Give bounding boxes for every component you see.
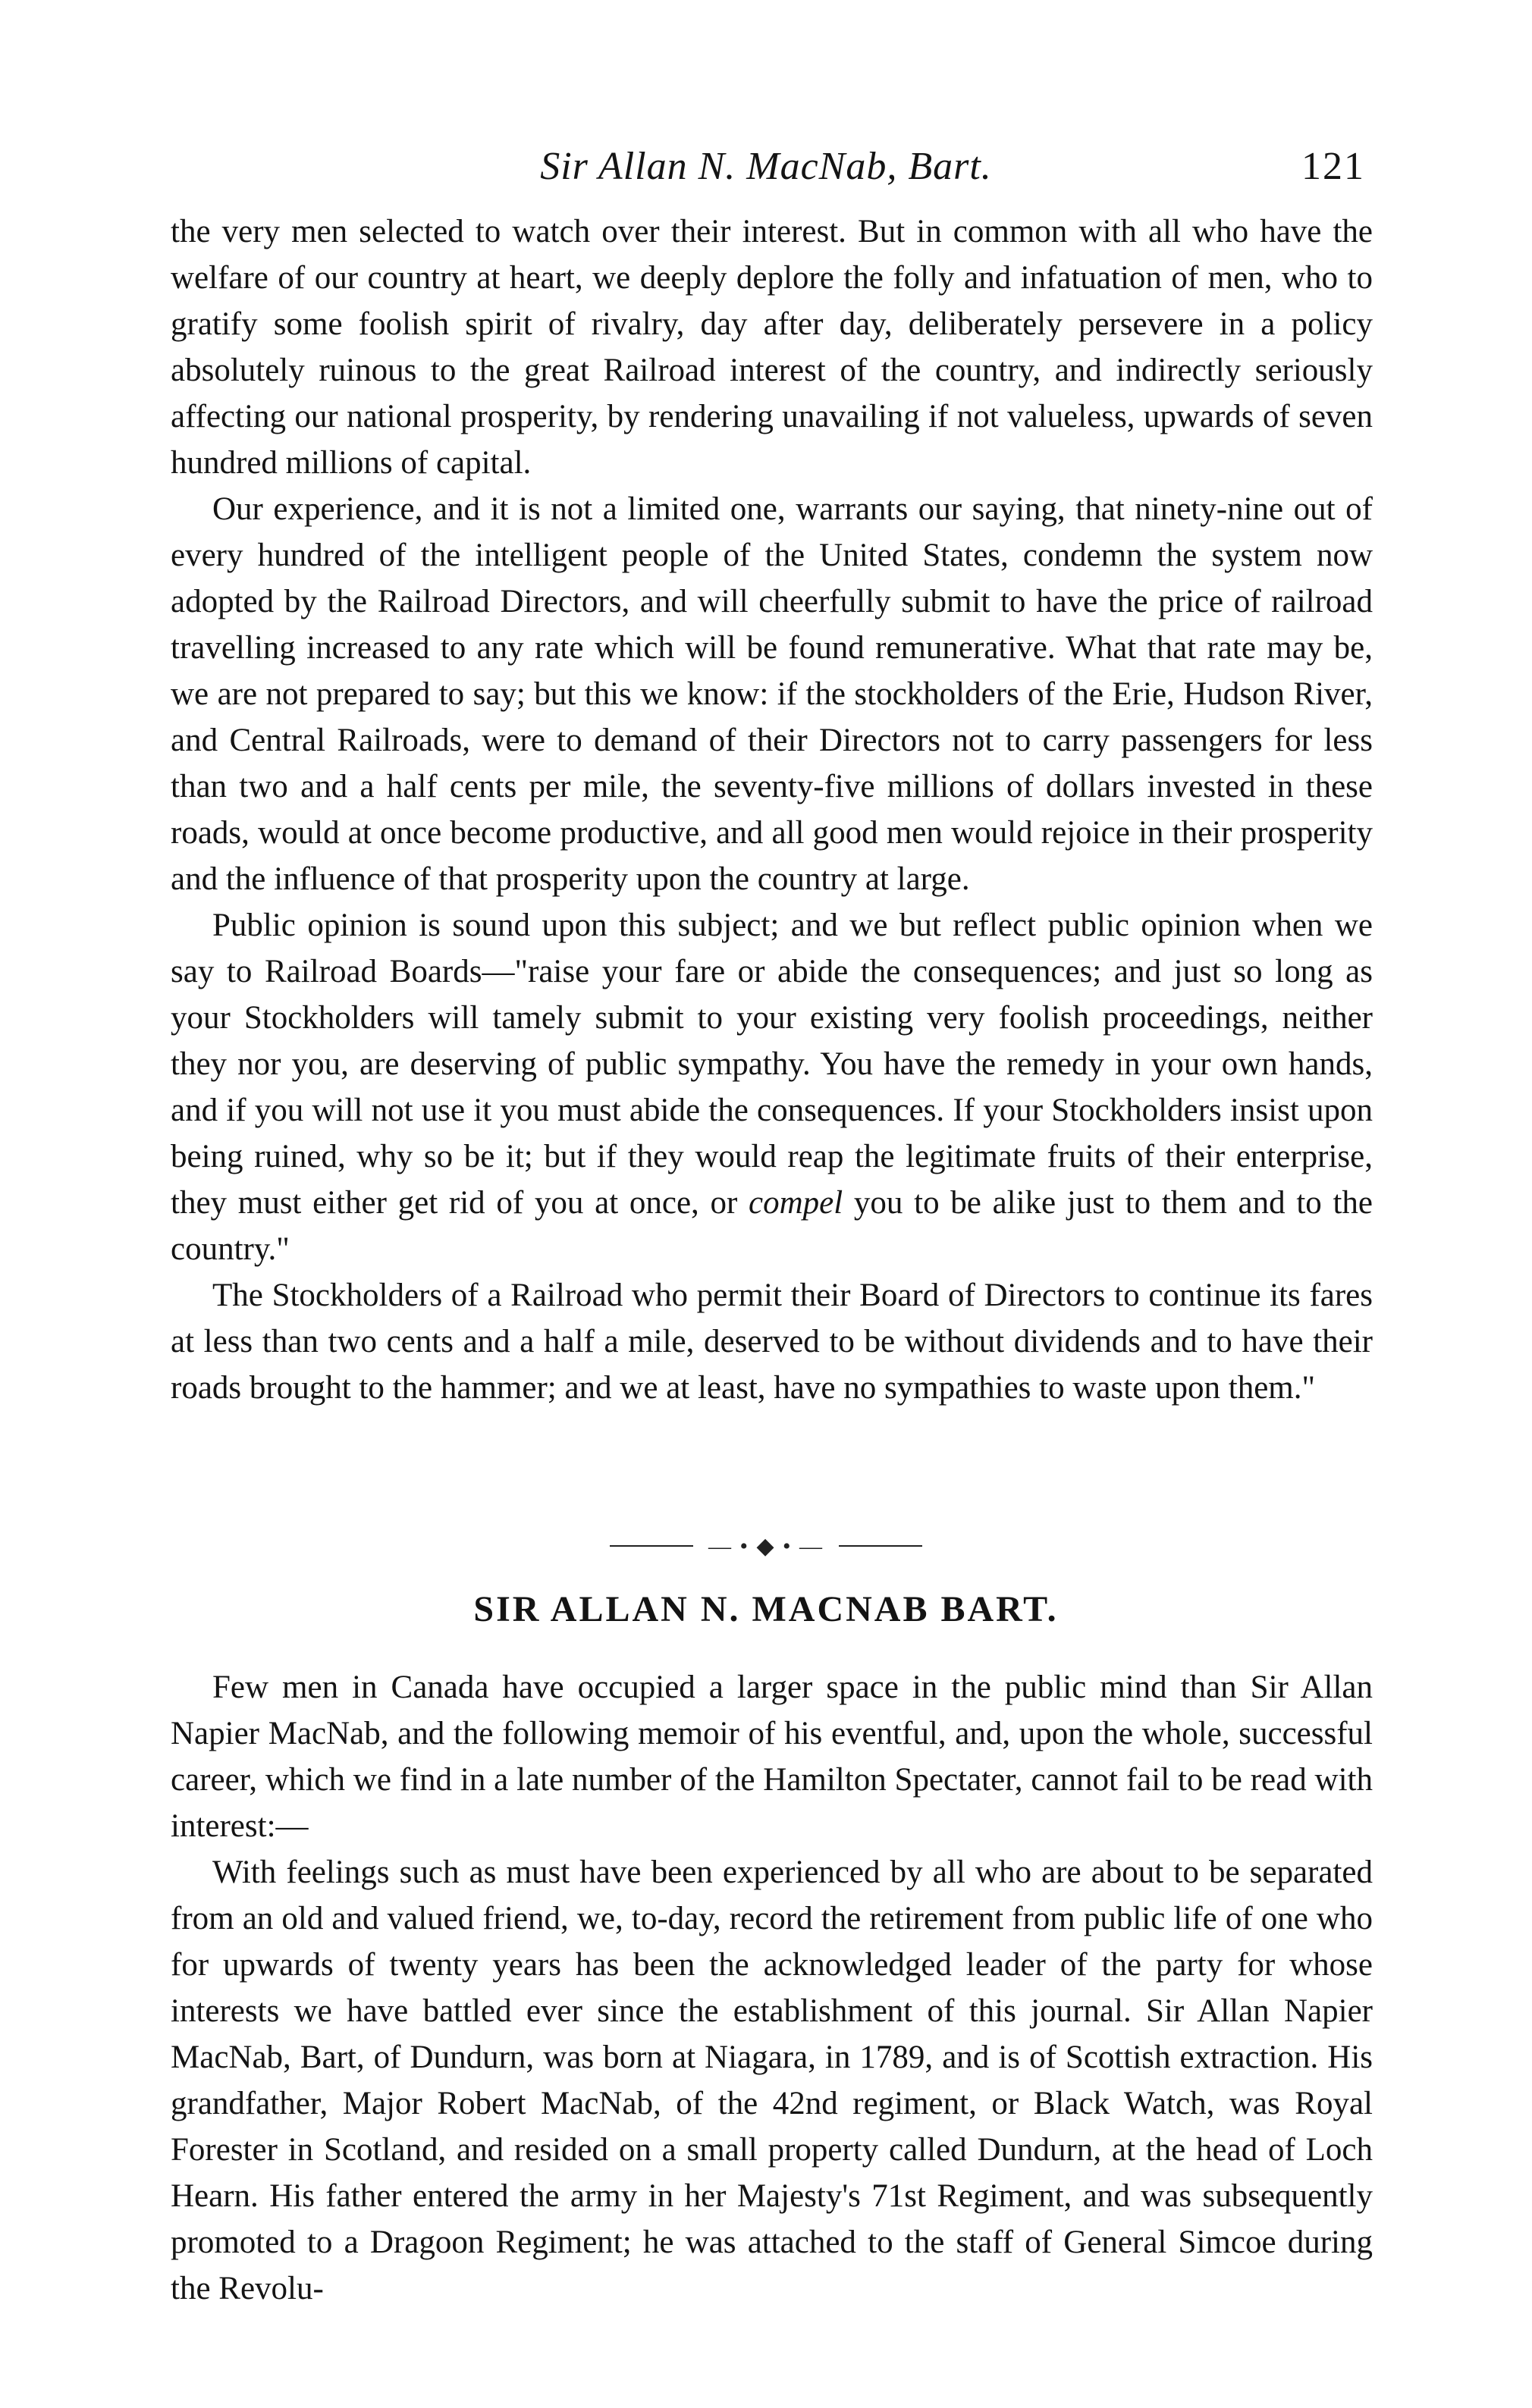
paragraph: the very men selected to watch over their interest. But in common with all who have the welfare of our country at heart, we deeply deplore the folly and infatuation of men, who to gratify some foolish spirit of rivalry, day after day, deliberately persevere in a policy absolutely ruinous to the great Railroad interest of the country, and indirectly seriously affecting our national prosperity, by rendering unavailing if not valueless, upwards of seven hundred millions of capital. — [171, 214, 1373, 481]
paragraph-text: you to be alike just to them and to the country." — [171, 1185, 1373, 1267]
paragraph: The Stockholders of a Railroad who permit their Board of Directors to continue its fares at less than two cents and a half a mile, deserved to be without dividends and to have their roads brought to the hammer; and we at least, have no sympathies to waste upon them." — [171, 1278, 1373, 1406]
paragraph: Our experience, and it is not a limited one, warrants our saying, that ninety-nine out of every hundred of the intelligent people of the United States, condemn the system now adopted by the Railroad Directors, and will cheerfully submit to have the price of railroad travelling increased to any rate which will be found remunerative. What that rate may be, we are not prepared to say; but this we know: if the stockholders of the Erie, Hudson River, and Central Railroads, were to demand of their Directors not to carry passengers for less than two and a half cents per mile, the seventy-five millions of dollars invested in these roads, would at once become productive, and all good men would rejoice in their prosperity and the influence of that prosperity upon the country at large. — [171, 491, 1373, 897]
paragraph-text: Public opinion is sound upon this subject; and we but reflect public opinion when we say to Railroad Boards—"raise your fare or abide the consequences; and just so long as your Stockholders will tamely submit to your existing very foolish proceedings, neither they nor you, are deserving of public sympathy. You have the remedy in your own hands, and if you will not use it you must abide the consequences. If your Stockholders insist upon being ruined, why so be it; but if they would reap the legitimate fruits of their enterprise, they must either get rid of you at once, or — [171, 908, 1373, 1221]
paragraph: Few men in Canada have occupied a larger space in the public mind than Sir Allan Napier MacNab, and the following memoir of his eventful, and, upon the whole, successful career, which we find in a late number of the Hamilton Spectater, cannot fail to be read with interest:— — [171, 1670, 1373, 1844]
memoir-text — [171, 1664, 1373, 2312]
emphasized-word: compel — [749, 1185, 843, 1221]
divider-rule — [610, 1545, 693, 1547]
divider-rule — [839, 1545, 922, 1547]
article-continuation — [171, 209, 1373, 1411]
paragraph: With feelings such as must have been experienced by all who are about to be separated from an old and valued friend, we, to-day, record the retirement from public life of one who for upwards of twenty years has been the acknowledged leader of the party for whose interests we have battled ever since the establishment of this journal. Sir Allan Napier MacNab, Bart, of Dundurn, was born at Niagara, in 1789, and is of Scottish extraction. His grandfather, Major Robert MacNab, of the 42nd regiment, or Black Watch, was Royal Forester in Scotland, and resided on a small property called Dundurn, at the head of Loch Hearn. His father entered the army in her Majesty's 71st Regiment, and was subsequently promoted to a Dragoon Regiment; he was attached to the staff of General Simcoe during the Revolu- — [171, 1855, 1373, 2306]
section-title: SIR ALLAN N. MACNAB BART. — [473, 1589, 1059, 1629]
section-divider — [0, 1532, 1532, 1560]
running-head — [167, 144, 1365, 205]
divider-ornament: — • ◆ • — — [708, 1533, 824, 1559]
page-number: 121 — [1301, 145, 1365, 188]
running-title: Sir Allan N. MacNab, Bart. — [540, 145, 992, 188]
paragraph — [171, 902, 1373, 1272]
